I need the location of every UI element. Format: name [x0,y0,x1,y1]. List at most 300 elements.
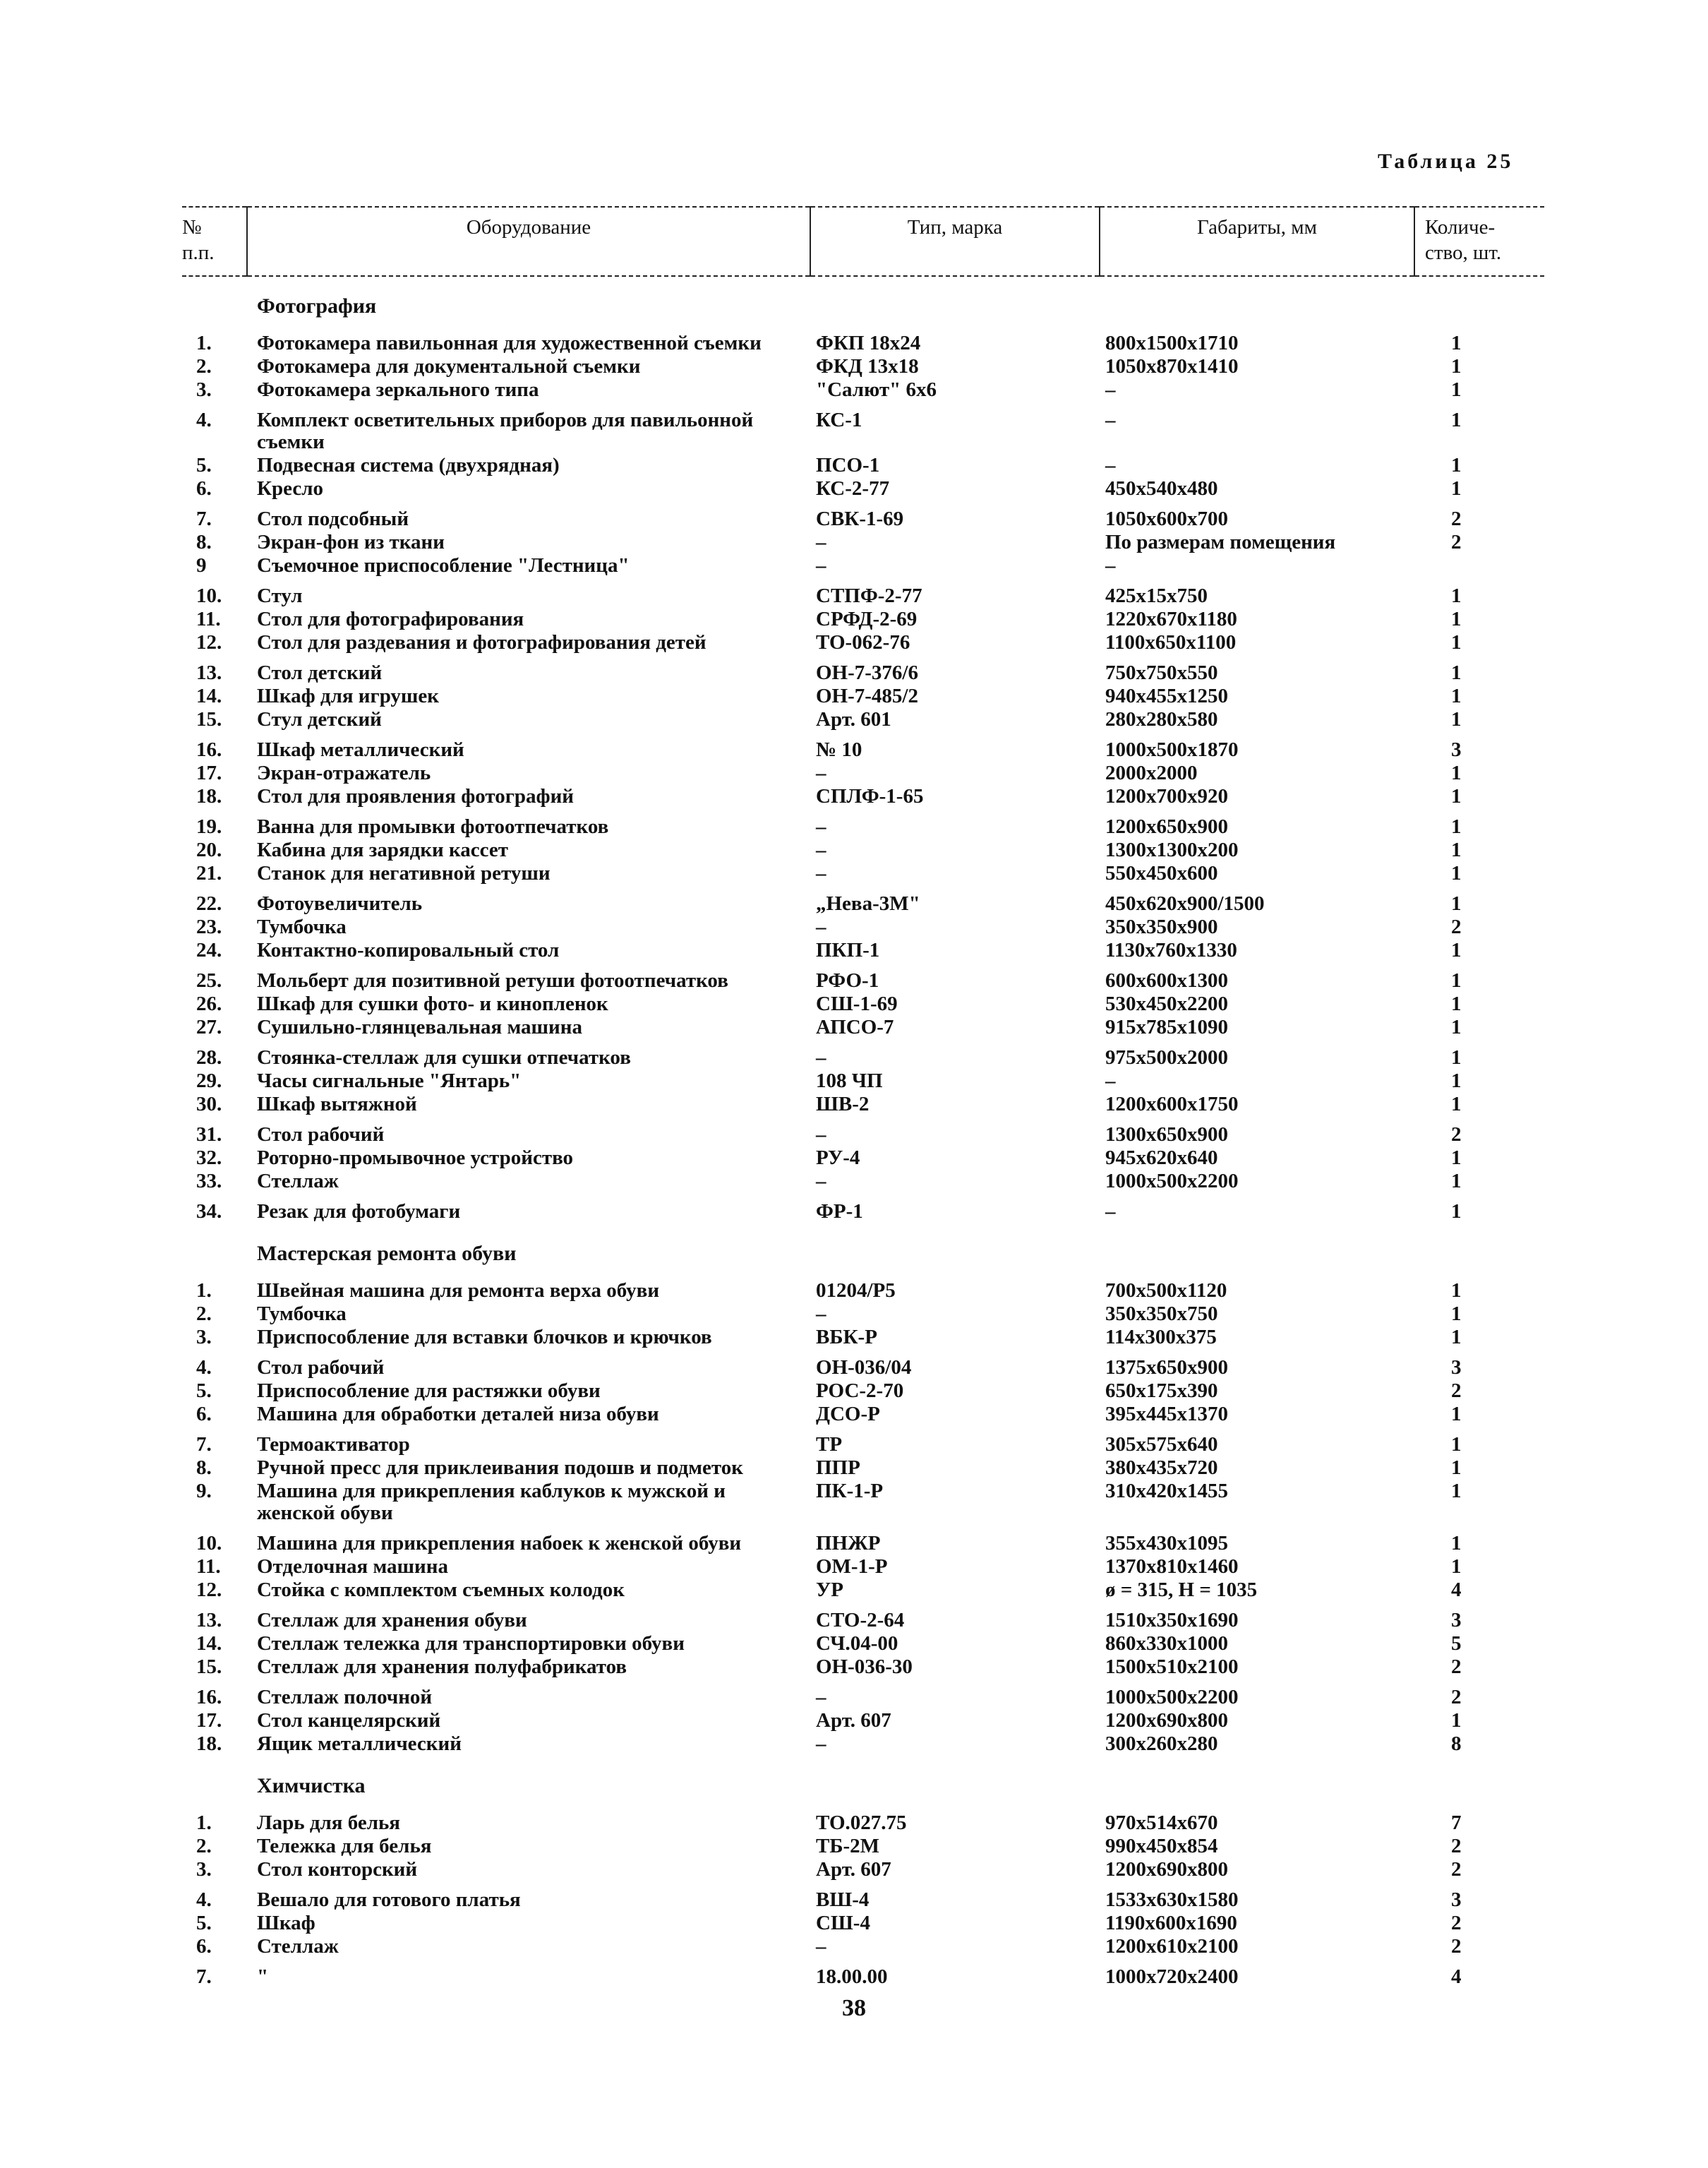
dimensions: 450x620x900/1500 [1105,892,1265,915]
type-mark: "Салют" 6x6 [816,378,937,401]
equipment-name: Часы сигнальные "Янтарь" [257,1070,522,1092]
quantity: 1 [1451,1555,1462,1578]
equipment-name: Шкаф для сушки фото- и кинопленок [257,993,608,1015]
table-row [182,1170,1544,1194]
dimensions: 1300x1300x200 [1105,839,1239,861]
table-row [182,1194,1544,1224]
dimensions: 530x450x2200 [1105,993,1228,1015]
type-mark: ПНЖР [816,1532,881,1555]
dimensions: 800x1500x1710 [1105,332,1239,354]
dimensions: 1000x500x2200 [1105,1686,1239,1708]
type-mark: СШ-1-69 [816,993,898,1015]
row-number: 4. [196,1356,212,1379]
row-number: 34. [196,1200,222,1223]
section-row [182,1756,1544,1812]
dimensions: 350x350x750 [1105,1302,1218,1325]
row-number: 5. [196,1912,212,1934]
table-row [182,940,1544,963]
quantity: 1 [1451,608,1462,630]
table-row [182,532,1544,555]
table-row [182,1959,1544,1989]
quantity: 2 [1451,1655,1462,1678]
quantity: 1 [1451,409,1462,431]
row-number: 24. [196,939,222,962]
table-row [182,1380,1544,1403]
dimensions: – [1105,1200,1116,1223]
type-mark: – [816,1046,826,1069]
equipment-name: Фотокамера для документальной съемки [257,355,641,378]
equipment-name: Приспособление для растяжки обуви [257,1379,601,1402]
equipment-name: Стеллаж для хранения полуфабрикатов [257,1655,627,1678]
quantity: 1 [1451,815,1462,838]
table-row [182,632,1544,655]
dimensions: – [1105,409,1116,431]
dimensions: 1533x630x1580 [1105,1888,1239,1911]
table-row [182,609,1544,632]
type-mark: – [816,1686,826,1708]
header-dimensions: Габариты, мм [1100,207,1414,276]
equipment-name: Экран-фон из ткани [257,531,445,553]
quantity: 2 [1451,531,1462,553]
quantity: 1 [1451,585,1462,607]
type-mark: 108 ЧП [816,1070,883,1092]
type-mark: „Нева-3М" [816,892,920,915]
type-mark: ОН-036-30 [816,1655,913,1678]
type-mark: – [816,839,826,861]
type-mark: Арт. 607 [816,1858,891,1881]
row-number: 10. [196,1532,222,1555]
quantity: 2 [1451,1858,1462,1881]
table-row [182,379,1544,402]
type-mark: ФКД 13x18 [816,355,919,378]
quantity: 7 [1451,1811,1462,1834]
type-mark: ПКП-1 [816,939,880,962]
table-row [182,1040,1544,1070]
type-mark: – [816,762,826,784]
table-row [182,685,1544,709]
equipment-name: Стол канцелярский [257,1709,441,1732]
equipment-name: Стеллаж полочной [257,1686,433,1708]
equipment-name: Ларь для белья [257,1811,400,1834]
table-row [182,1710,1544,1733]
row-number: 28. [196,1046,222,1069]
dimensions: 1000x720x2400 [1105,1965,1239,1988]
quantity: 1 [1451,1302,1462,1325]
dimensions: 114x300x375 [1105,1326,1217,1348]
dimensions: По размерам помещения [1105,531,1336,553]
quantity: 3 [1451,1356,1462,1379]
equipment-name: Кресло [257,477,324,500]
row-number: 11. [196,608,221,630]
table-row [182,455,1544,478]
dimensions: 1000x500x1870 [1105,738,1239,761]
row-number: 20. [196,839,222,861]
row-number: 33. [196,1170,222,1192]
quantity [1414,555,1544,578]
type-mark: Арт. 601 [816,708,891,731]
type-mark: ДСО-Р [816,1403,880,1425]
equipment-name: Стул детский [257,708,382,731]
equipment-name: Стоянка-стеллаж для сушки отпечатков [257,1046,631,1069]
type-mark: № 10 [816,738,862,761]
quantity: 2 [1451,916,1462,938]
row-number: 9. [196,1480,212,1502]
equipment-name: Фотоувеличитель [257,892,423,915]
equipment-name: Съемочное приспособление "Лестница" [257,554,630,577]
type-mark: – [816,815,826,838]
section-spacer [182,276,247,333]
row-number: 23. [196,916,222,938]
section-title: Фотография [257,294,377,318]
equipment-name: Резак для фотобумаги [257,1200,461,1223]
row-number: 1. [196,1811,212,1834]
dimensions: 1300x650x900 [1105,1123,1228,1146]
quantity: 1 [1451,1433,1462,1456]
equipment-name: Машина для обработки деталей низа обуви [257,1403,659,1425]
type-mark: ФКП 18x24 [816,332,921,354]
table-row [182,1403,1544,1427]
table-label: Таблица 25 [1378,150,1514,173]
row-number: 7. [196,1433,212,1456]
quantity: 4 [1451,1579,1462,1601]
equipment-name: Комплект осветительных приборов для павильонной съемки [257,409,754,453]
dimensions: 425x15x750 [1105,585,1208,607]
quantity: 1 [1451,1170,1462,1192]
type-mark: РОС-2-70 [816,1379,904,1402]
quantity: 8 [1451,1732,1462,1755]
equipment-name: Фотокамера павильонная для художественной съемки [257,332,762,354]
equipment-name: Шкаф вытяжной [257,1093,417,1115]
type-mark: ФР-1 [816,1200,863,1223]
type-mark: – [816,862,826,885]
section-row [182,276,1544,333]
quantity: 2 [1451,508,1462,530]
equipment-name: Стеллаж тележка для транспортировки обуви [257,1632,685,1655]
table-row [182,1017,1544,1040]
equipment-name: Сушильно-глянцевальная машина [257,1016,582,1038]
quantity: 1 [1451,1480,1462,1502]
equipment-name: Шкаф металлический [257,738,464,761]
row-number: 31. [196,1123,222,1146]
dimensions: 1200x610x2100 [1105,1935,1239,1958]
table-row [182,1457,1544,1480]
type-mark: СРФД-2-69 [816,608,918,630]
type-mark: ОН-7-485/2 [816,685,918,707]
dimensions: 1100x650x1100 [1105,631,1237,654]
row-number: 15. [196,708,222,731]
type-mark: ТБ-2М [816,1835,880,1857]
type-mark: РФО-1 [816,969,879,992]
row-number: 15. [196,1655,222,1678]
type-mark: РУ-4 [816,1146,860,1169]
equipment-name: Машина для прикрепления набоек к женской обуви [257,1532,742,1555]
row-number: 9 [196,554,207,577]
quantity: 3 [1451,1609,1462,1631]
type-mark: – [816,1302,826,1325]
equipment-name: Тумбочка [257,1302,347,1325]
type-mark: – [816,1935,826,1958]
dimensions: 1200x690x800 [1105,1709,1228,1732]
header-equipment: Оборудование [247,207,810,276]
row-number: 5. [196,1379,212,1402]
dimensions: 1050x600x700 [1105,508,1228,530]
equipment-name: Стол для раздевания и фотографирования детей [257,631,706,654]
equipment-name: Мольберт для позитивной ретуши фотоотпечатков [257,969,728,992]
equipment-name: Стеллаж [257,1170,339,1192]
row-number: 3. [196,1858,212,1881]
section-spacer [182,1756,247,1812]
row-number: 6. [196,1935,212,1958]
quantity: 3 [1451,738,1462,761]
dimensions: 975x500x2000 [1105,1046,1228,1069]
dimensions: 650x175x390 [1105,1379,1218,1402]
table-body [182,276,1544,1989]
quantity: 1 [1451,839,1462,861]
quantity: 1 [1451,631,1462,654]
dimensions: 1510x350x1690 [1105,1609,1239,1631]
equipment-name: Кабина для зарядки кассет [257,839,508,861]
table-row [182,1882,1544,1912]
equipment-name: Стол конторский [257,1858,418,1881]
equipment-name: Стеллаж [257,1935,339,1958]
row-number: 12. [196,631,222,654]
dimensions: ø = 315, H = 1035 [1105,1579,1258,1601]
row-number: 5. [196,454,212,477]
dimensions: 1200x650x900 [1105,815,1228,838]
equipment-name: Швейная машина для ремонта верха обуви [257,1279,660,1302]
quantity: 1 [1451,355,1462,378]
quantity: 1 [1451,1279,1462,1302]
type-mark: ТО-062-76 [816,631,910,654]
row-number: 13. [196,661,222,684]
type-mark: ВШ-4 [816,1888,870,1911]
dimensions: 1050x870x1410 [1105,355,1239,378]
equipment-name: Тележка для белья [257,1835,432,1857]
table-row [182,786,1544,809]
type-mark: – [816,554,826,577]
quantity: 1 [1451,708,1462,731]
table-row [182,1280,1544,1303]
table-row [182,1859,1544,1882]
header-quantity: Количе-ство, шт. [1414,207,1544,276]
type-mark: – [816,1732,826,1755]
type-mark: ТО.027.75 [816,1811,907,1834]
row-number: 18. [196,1732,222,1755]
quantity: 1 [1451,661,1462,684]
row-number: 14. [196,1632,222,1655]
table-row [182,963,1544,993]
dimensions: 1500x510x2100 [1105,1655,1239,1678]
equipment-name: Подвесная система (двухрядная) [257,454,560,477]
table-row [182,839,1544,863]
row-number: 19. [196,815,222,838]
dimensions: 990x450x854 [1105,1835,1218,1857]
quantity: 1 [1451,1093,1462,1115]
dimensions: – [1105,378,1116,401]
dimensions: 700x500x1120 [1105,1279,1227,1302]
dimensions: 1220x670x1180 [1105,608,1237,630]
dimensions: 945x620x640 [1105,1146,1218,1169]
table-row [182,1812,1544,1835]
row-number: 22. [196,892,222,915]
equipment-name: Станок для негативной ретуши [257,862,551,885]
header-num: № п.п. [182,207,247,276]
header-type: Тип, марка [810,207,1100,276]
row-number: 3. [196,1326,212,1348]
dimensions: 940x455x1250 [1105,685,1228,707]
table-row [182,762,1544,786]
type-mark: ТР [816,1433,843,1456]
quantity: 1 [1451,862,1462,885]
dimensions: 450x540x480 [1105,477,1218,500]
equipment-name: Ручной пресс для приклеивания подошв и подметок [257,1456,743,1479]
table-row [182,1633,1544,1656]
equipment-name: Стул [257,585,303,607]
table-row [182,916,1544,940]
dimensions: 355x430x1095 [1105,1532,1228,1555]
row-number: 18. [196,785,222,808]
type-mark: ОМ-1-Р [816,1555,888,1578]
section-title: Мастерская ремонта обуви [257,1242,517,1265]
quantity: 2 [1451,1686,1462,1708]
table-row [182,555,1544,578]
dimensions: – [1105,554,1116,577]
dimensions: 1200x700x920 [1105,785,1228,808]
table-row [182,1070,1544,1094]
quantity: 1 [1451,1709,1462,1732]
row-number: 29. [196,1070,222,1092]
equipment-table [182,206,1544,1989]
page-number: 38 [842,1995,866,2021]
type-mark: КС-2-77 [816,477,890,500]
quantity: 5 [1451,1632,1462,1655]
equipment-name: Приспособление для вставки блочков и крючков [257,1326,712,1348]
quantity: 1 [1451,939,1462,962]
quantity: 1 [1451,1456,1462,1479]
type-mark: ШВ-2 [816,1093,870,1115]
table-row [182,732,1544,762]
dimensions: 1375x650x900 [1105,1356,1228,1379]
row-number: 6. [196,1403,212,1425]
table-row [182,1480,1544,1526]
row-number: 27. [196,1016,222,1038]
quantity: 1 [1451,1326,1462,1348]
dimensions: 750x750x550 [1105,661,1218,684]
dimensions: 300x260x280 [1105,1732,1218,1755]
row-number: 2. [196,1835,212,1857]
table-row [182,1350,1544,1380]
equipment-name: Ванна для промывки фотоотпечатков [257,815,609,838]
table-row [182,578,1544,609]
dimensions: 600x600x1300 [1105,969,1228,992]
dimensions: 350x350x900 [1105,916,1218,938]
table-row [182,333,1544,356]
equipment-name: Контактно-копировальный стол [257,939,560,962]
table-row [182,1556,1544,1579]
quantity: 2 [1451,1123,1462,1146]
row-number: 7. [196,1965,212,1988]
row-number: 4. [196,1888,212,1911]
equipment-name: Экран-отражатель [257,762,431,784]
type-mark: ПСО-1 [816,454,880,477]
table-row [182,1679,1544,1710]
quantity: 1 [1451,1146,1462,1169]
quantity: 1 [1451,1403,1462,1425]
dimensions: 2000x2000 [1105,762,1198,784]
section-spacer [182,1224,247,1280]
dimensions: 395x445x1370 [1105,1403,1228,1425]
dimensions: 1200x600x1750 [1105,1093,1239,1115]
row-number: 4. [196,409,212,431]
quantity: 1 [1451,1046,1462,1069]
table-row [182,863,1544,886]
dimensions: 1200x690x800 [1105,1858,1228,1881]
equipment-name: Машина для прикрепления каблуков к мужской и женской обуви [257,1480,726,1524]
quantity: 1 [1451,332,1462,354]
equipment-name: Стол рабочий [257,1123,385,1146]
quantity: 2 [1451,1935,1462,1958]
type-mark: Арт. 607 [816,1709,891,1732]
type-mark: 01204/Р5 [816,1279,896,1302]
row-number: 17. [196,762,222,784]
quantity: 1 [1451,454,1462,477]
table-row [182,478,1544,501]
dimensions: 280x280x580 [1105,708,1218,731]
dimensions: 1000x500x2200 [1105,1170,1239,1192]
equipment-name: Стол для проявления фотографий [257,785,575,808]
row-number: 25. [196,969,222,992]
equipment-name: Стол рабочий [257,1356,385,1379]
table-row [182,356,1544,379]
quantity: 2 [1451,1835,1462,1857]
quantity: 1 [1451,1016,1462,1038]
row-number: 8. [196,1456,212,1479]
row-number: 14. [196,685,222,707]
equipment-name: Стол для фотографирования [257,608,524,630]
table-row [182,501,1544,532]
type-mark: СТПФ-2-77 [816,585,922,607]
row-number: 32. [196,1146,222,1169]
row-number: 2. [196,1302,212,1325]
type-mark: СВК-1-69 [816,508,904,530]
row-number: 16. [196,1686,222,1708]
equipment-name: Стол подсобный [257,508,409,530]
dimensions: 1370x810x1460 [1105,1555,1239,1578]
row-number: 1. [196,332,212,354]
equipment-name: Роторно-промывочное устройство [257,1146,574,1169]
dimensions: – [1105,454,1116,477]
dimensions: 380x435x720 [1105,1456,1218,1479]
table-row [182,1936,1544,1959]
type-mark: ПК-1-Р [816,1480,884,1502]
table-row [182,655,1544,685]
dimensions: 1130x760x1330 [1105,939,1237,962]
row-number: 3. [196,378,212,401]
row-number: 7. [196,508,212,530]
row-number: 8. [196,531,212,553]
quantity: 1 [1451,1070,1462,1092]
type-mark: – [816,916,826,938]
equipment-name: Ящик металлический [257,1732,462,1755]
type-mark: 18.00.00 [816,1965,888,1988]
table-row [182,1526,1544,1556]
dimensions: 970x514x670 [1105,1811,1218,1834]
equipment-name: Фотокамера зеркального типа [257,378,539,401]
table-header [182,207,1544,276]
table-row [182,1733,1544,1756]
section-row [182,1224,1544,1280]
type-mark: – [816,531,826,553]
